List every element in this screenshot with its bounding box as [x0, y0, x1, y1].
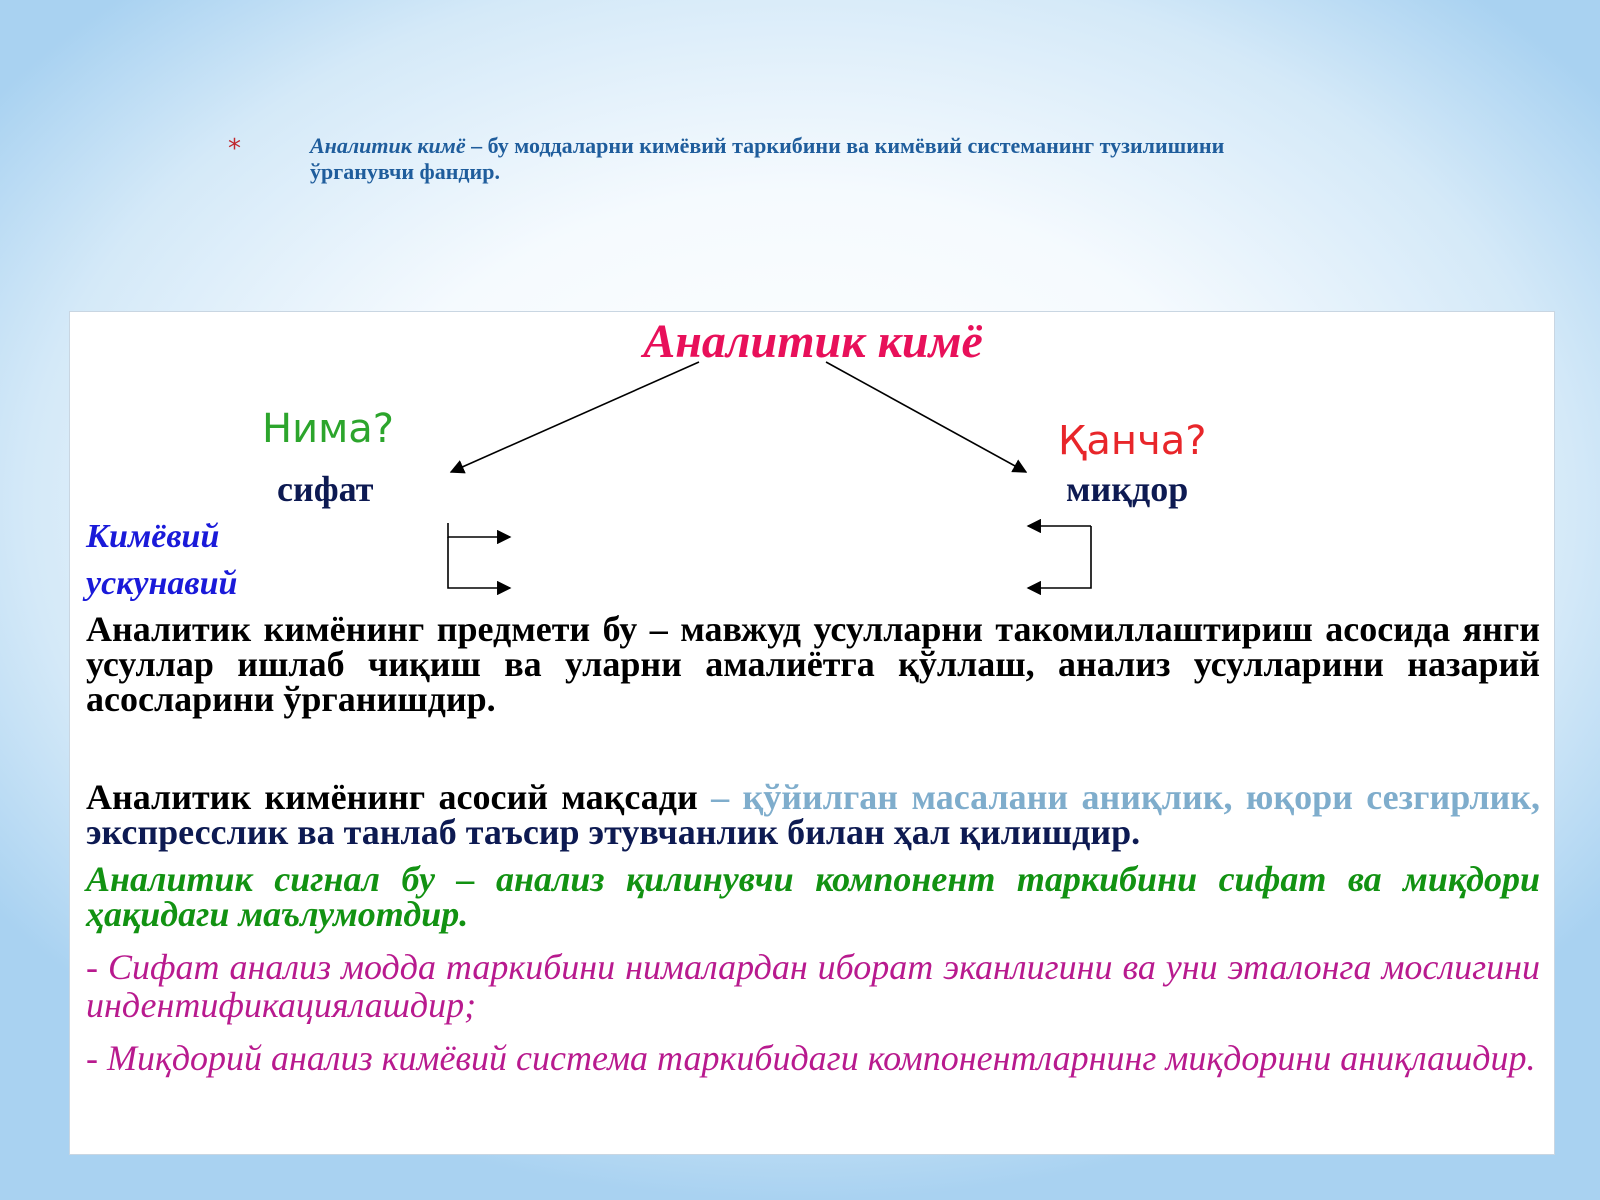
- goal-lead: Аналитик кимёнинг асосий мақсади: [86, 777, 698, 817]
- right-bracket-lower: [1028, 526, 1091, 588]
- arrow-to-left: [451, 362, 699, 472]
- arrow-to-right: [826, 362, 1026, 472]
- quantitative-paragraph: - Миқдорий анализ кимёвий система таркибидаги компонентларнинг миқдорини аниқлашдир.: [86, 1038, 1536, 1078]
- question-how-much: Қанча?: [1058, 418, 1207, 464]
- label-quality: сифат: [277, 469, 374, 509]
- method-instrumental: ускунавий: [86, 565, 238, 602]
- goal-paragraph: [86, 777, 1541, 852]
- subject-paragraph: Аналитик кимёнинг предмети бу – мавжуд усулларни такомиллаштириш асосида янги усуллар ишлаб чиқиш ва уларни амалиётга қўллаш, анализ усулларини назарий асосларини ўрганишдир.: [86, 609, 1540, 719]
- label-quantity: миқдор: [1066, 469, 1189, 509]
- content-panel: [69, 311, 1555, 1155]
- question-what: Нима?: [262, 406, 394, 452]
- intro-term: Аналитик кимё: [310, 133, 466, 158]
- qualitative-paragraph: - Сифат анализ модда таркибини нималардан иборат эканлигини ва уни эталонга мослигини индентификациялашдир;: [86, 947, 1540, 1025]
- left-bracket-upper: [448, 523, 510, 537]
- method-chemical: Кимёвий: [86, 518, 220, 555]
- goal-highlight: – қўйилган масалани аниқлик, юқори сезгирлик,: [697, 777, 1541, 817]
- intro-definition-text: – бу моддаларни кимёвий таркибини ва кимёвий системанинг тузилишини ўрганувчи фандир.: [310, 133, 1225, 184]
- left-bracket-lower: [448, 537, 510, 588]
- goal-rest: экспресслик ва танлаб таъсир этувчанлик билан ҳал қилишдир.: [86, 812, 1141, 852]
- bullet-marker: *: [228, 134, 241, 164]
- intro-definition: [310, 133, 1310, 185]
- signal-paragraph: Аналитик сигнал бу – анализ қилинувчи компонент таркибини сифат ва миқдори ҳақидаги маълумотдир.: [86, 859, 1540, 934]
- diagram-title: Аналитик кимё: [643, 315, 983, 368]
